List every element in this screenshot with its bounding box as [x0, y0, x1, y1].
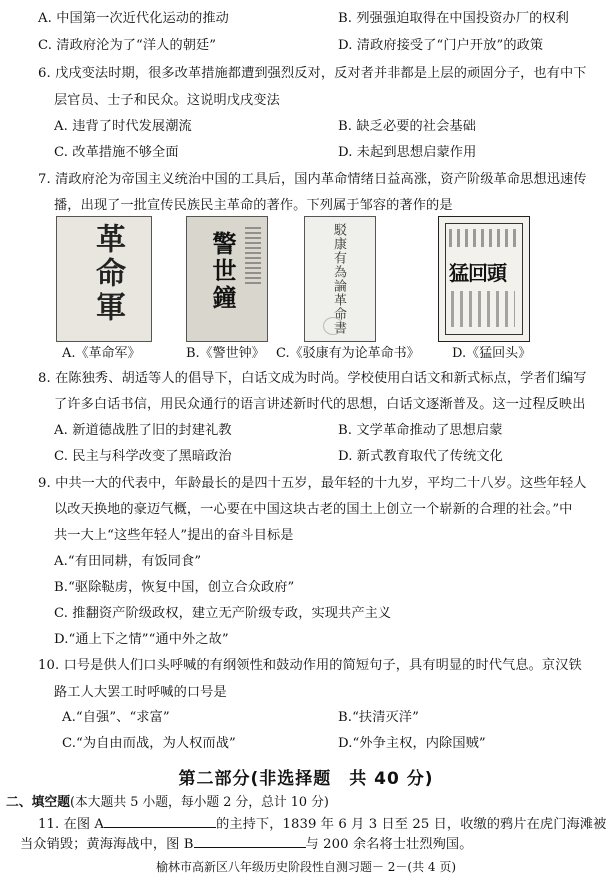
q11-blank-1[interactable] [104, 815, 216, 828]
q5-option-d: D. 清政府接受了“门户开放”的政策 [338, 38, 544, 53]
q8-stem-line2: 了许多白话书信，用民众通行的语言讲述新时代的思想，白话文逐渐普及。这一过程反映出 [54, 397, 586, 412]
book-cover-sudden-awakening [438, 216, 530, 342]
q6-option-a: A. 违背了时代发展潮流 [54, 119, 192, 134]
book-cover-alarm-bell [186, 216, 268, 342]
q10-option-a: A.“自强”、“求富” [62, 710, 170, 725]
q11-blank-2[interactable] [194, 835, 306, 848]
book-cover-refuting-kang-youwei [304, 216, 376, 342]
cover-title-text: 駁康有為論革命書 [331, 223, 346, 335]
q10-option-c: C.“为自由而战，为人权而战” [62, 736, 236, 751]
q7-caption-d: D.《猛回头》 [452, 346, 532, 361]
q11-line2 [20, 835, 472, 854]
q9-option-a: A.“有田同耕，有饭同食” [54, 554, 202, 569]
q7-caption-b: B.《警世钟》 [186, 346, 265, 361]
q7-stem-line1: 7. 清政府沦为帝国主义统治中国的工具后，国内革命情绪日益高涨，资产阶级革命思想迅速传 [38, 172, 587, 187]
q9-option-b: B.“驱除鞑虏，恢复中国，创立合众政府” [54, 580, 295, 595]
q11-text-part2: 的主持下，1839 年 6 月 3 日至 25 日，收缴的鸦片在虎门海滩被 [216, 817, 607, 832]
q11-line1 [38, 815, 606, 834]
q9-option-d: D.“通上下之情”“通中外之故” [54, 632, 229, 647]
section2-note: (本大题共 5 小题，每小题 2 分，总计 10 分) [69, 795, 329, 810]
q6-stem-line2: 层官员、士子和民众。这说明戊戌变法 [54, 93, 280, 108]
q11-text-part4: 与 200 余名将士壮烈殉国。 [305, 837, 473, 852]
section2-label: 二、填空题 [6, 795, 70, 810]
q9-stem-line3: 共一大上“这些年轻人”提出的奋斗目标是 [54, 528, 294, 543]
book-cover-revolutionary-army [56, 216, 152, 342]
q11-text-part1: 11. 在图 A [38, 817, 105, 832]
part2-heading: 第二部分(非选择题 共 40 分) [178, 769, 434, 789]
q6-stem-line1: 6. 戊戌变法时期，很多改革措施都遭到强烈反对，反对者并非都是上层的顽固分子，也有中下 [38, 66, 587, 81]
q9-stem-line1: 9. 中共一大的代表中，年龄最长的是四十五岁，最年轻的十九岁，平均二十八岁。这些年轻人 [38, 476, 587, 491]
section2-header [6, 794, 329, 812]
cover-title-text: 革命軍 [90, 223, 125, 325]
q7-image-row [0, 216, 612, 361]
cover-title-text: 猛回頭 [449, 261, 506, 285]
q7-caption-a: A.《革命军》 [62, 346, 141, 361]
q10-stem-line2: 路工人大罢工时呼喊的口号是 [54, 685, 227, 700]
q11-text-part3: 当众销毁；黄海海战中，图 B [20, 837, 194, 852]
q6-option-b: B. 缺乏必要的社会基础 [338, 119, 476, 134]
q8-option-a: A. 新道德战胜了旧的封建礼教 [54, 423, 232, 438]
q8-option-d: D. 新式教育取代了传统文化 [338, 449, 503, 464]
q7-stem-line2: 播，出现了一批宣传民族民主革命的著作。下列属于邹容的著作的是 [54, 198, 453, 213]
q8-stem-line1: 8. 在陈独秀、胡适等人的倡导下，白话文成为时尚。学校使用白话文和新式标点，学者们编写 [38, 371, 587, 386]
q9-option-c: C. 推翻资产阶级政权，建立无产阶级专政，实现共产主义 [54, 606, 392, 621]
q8-option-b: B. 文学革命推动了思想启蒙 [338, 423, 503, 438]
q10-option-d: D.“外争主权，内除国贼” [338, 736, 486, 751]
q8-option-c: C. 民主与科学改变了黑暗政治 [54, 449, 232, 464]
q10-option-b: B.“扶清灭洋” [338, 710, 419, 725]
page-footer: 榆林市高新区八年级历史阶段性自测习题－ 2－(共 4 页) [155, 860, 457, 874]
q7-caption-c: C.《驳康有为论革命书》 [276, 346, 420, 361]
cover-title-text: 警世鐘 [208, 231, 237, 312]
q5-option-a: A. 中国第一次近代化运动的推动 [38, 11, 229, 26]
q5-option-c: C. 清政府沦为了“洋人的朝廷” [38, 38, 217, 53]
q9-stem-line2: 以改天换地的豪迈气概，一心要在中国这块古老的国土上创立一个崭新的合理的社会。”中 [54, 502, 573, 517]
q6-option-c: C. 改革措施不够全面 [54, 145, 179, 160]
q10-stem-line1: 10. 口号是供人们口头呼喊的有纲领性和鼓动作用的简短句子，具有明显的时代气息。京汉铁 [38, 658, 582, 673]
q5-option-b: B. 列强强迫取得在中国投资办厂的权利 [338, 11, 569, 26]
q6-option-d: D. 未起到思想启蒙作用 [338, 145, 477, 160]
